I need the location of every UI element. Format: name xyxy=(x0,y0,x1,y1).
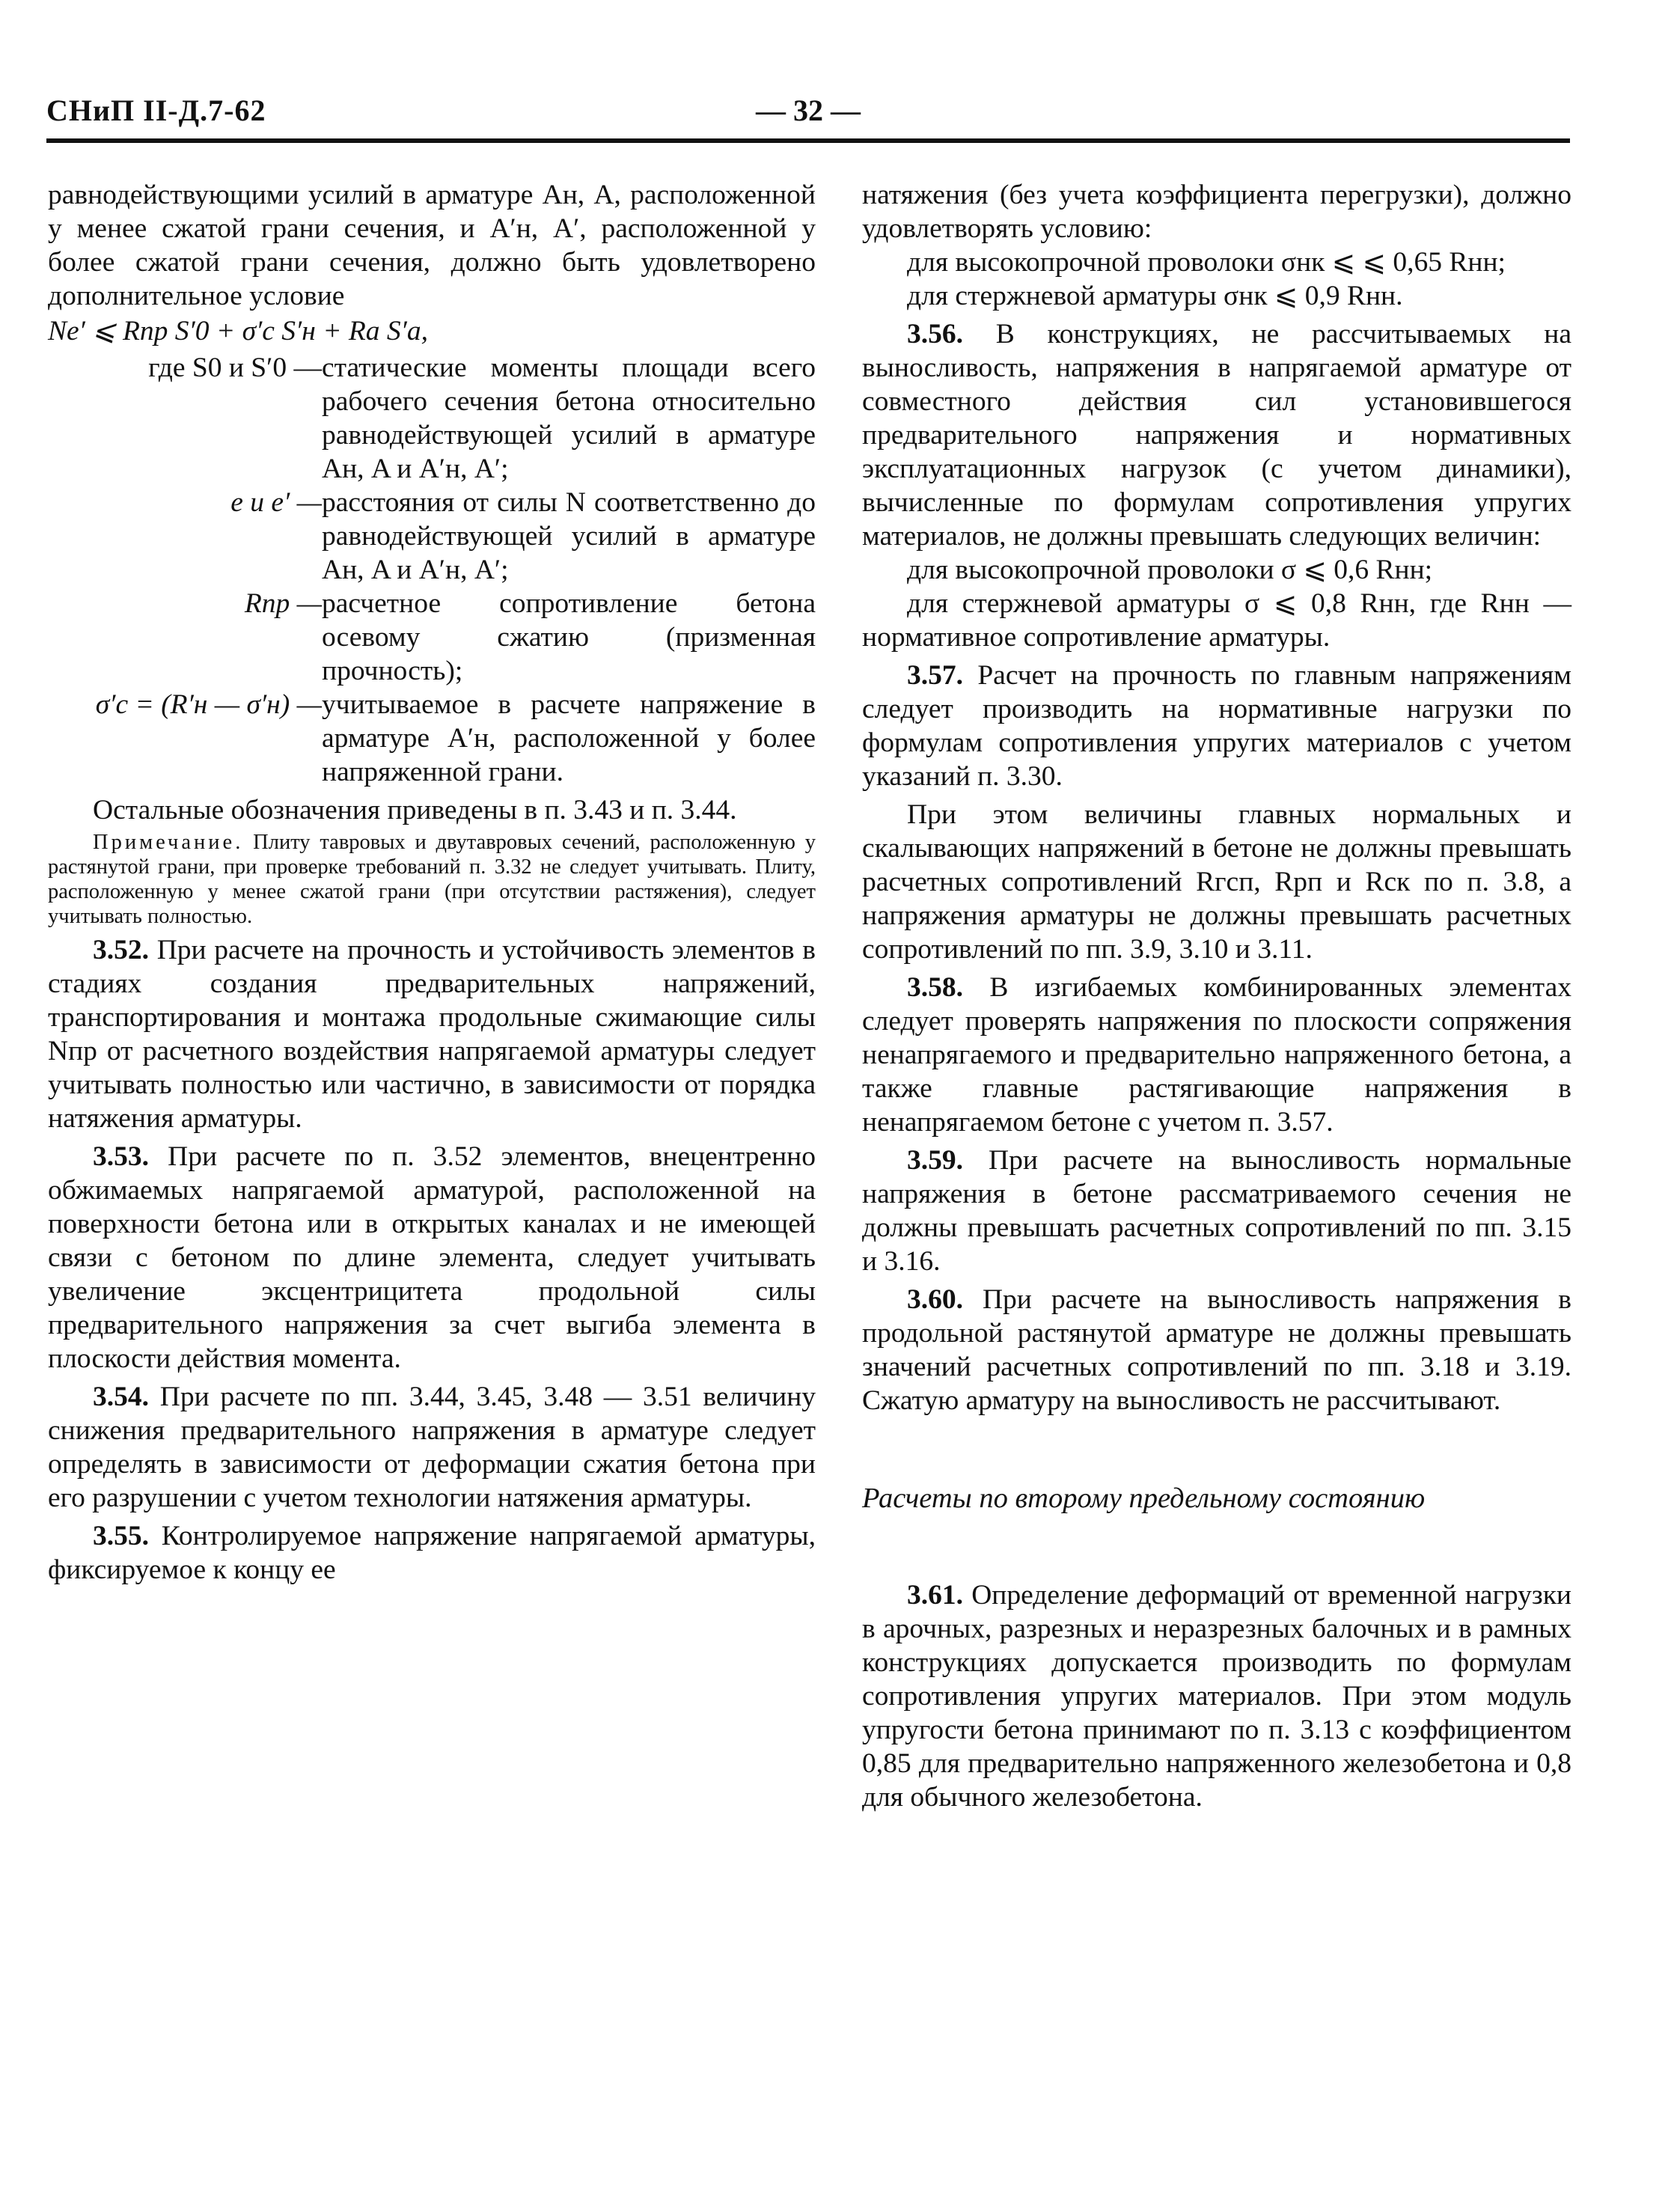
definition-row xyxy=(48,688,816,789)
rest-notation-paragraph: Остальные обозначения приведены в п. 3.43 и п. 3.44. xyxy=(93,795,737,825)
section-number: 3.60. xyxy=(907,1284,963,1315)
definition-desc: расстояния от силы N соответственно до равнодействующей усилий в арматуре Aн, A и A′н, A′; xyxy=(322,487,816,585)
definition-desc: статические моменты площади всего рабочего сечения бетона относительно равнодействующей усилий в арматуре Aн, A и A′н, A′; xyxy=(322,352,816,484)
condition-wire: для высокопрочной проволоки σнк ⩽ ⩽ 0,65 Rнн; xyxy=(907,247,1506,278)
document-code: СНиП II-Д.7-62 xyxy=(46,94,266,127)
section-3-60 xyxy=(862,1283,1571,1417)
section-text: В изгибаемых комбинированных элементах следует проверять напряжения по плоскости сопряжения ненапрягаемого и предварительно напряженного бетона, а также главные растягивающие напряжения в ненапрягаемом бетоне с учетом п. 3.57. xyxy=(862,972,1572,1138)
definitions-list xyxy=(48,351,816,789)
section-3-52 xyxy=(48,933,816,1135)
page-number: — 32 — xyxy=(756,94,861,127)
section-number: 3.59. xyxy=(907,1145,963,1176)
section-3-55 xyxy=(48,1519,816,1587)
definition-desc: учитываемое в расчете напряжение в арматуре A′н, расположенной у более напряженной грани. xyxy=(322,689,816,787)
section-text: Определение деформаций от временной нагрузки в арочных, разрезных и неразрезных балочных и в рамных конструкциях допускается производить по формулам сопротивления упругих материалов. При этом модуль упругости бетона принимают по п. 3.13 с коэффициентом 0,85 для предварительно напряженного железобетона и 0,8 для обычного железобетона. xyxy=(862,1580,1572,1813)
section-number: 3.55. xyxy=(93,1521,149,1551)
section-number: 3.57. xyxy=(907,660,963,691)
intro-paragraph: равнодействующими усилий в арматуре Aн, A, расположенной у менее сжатой грани сечения, и A′н, A′, расположенной у более сжатой грани сечения, должно быть удовлетворено дополнительное условие xyxy=(48,180,816,311)
section-number: 3.61. xyxy=(907,1580,963,1611)
limit-bar: для стержневой арматуры σ ⩽ 0,8 Rнн, где Rнн — нормативное сопротивление арматуры. xyxy=(862,588,1571,653)
section-number: 3.52. xyxy=(93,935,149,965)
definition-term: Rпр — xyxy=(244,588,322,619)
right-column xyxy=(862,178,1571,1814)
section-text: Расчет на прочность по главным напряжениям следует производить на нормативные нагрузки по формулам сопротивления упругих материалов с учетом указаний п. 3.30. xyxy=(862,660,1572,792)
section-text: При расчете на выносливость нормальные напряжения в бетоне рассматриваемого сечения не должны превышать расчетных сопротивлений по пп. 3.15 и 3.16. xyxy=(862,1145,1571,1277)
limit-wire: для высокопрочной проволоки σ ⩽ 0,6 Rнн; xyxy=(907,555,1433,585)
definition-row xyxy=(48,587,816,688)
section-text: При расчете на прочность и устойчивость элементов в стадиях создания предварительных напряжений, транспортирования и монтажа продольные сжимающие силы Nпр от расчетного воздействия напрягаемой арматуры следует учитывать полностью или частично, в зависимости от порядка натяжения арматуры. xyxy=(48,935,816,1134)
section-3-57 xyxy=(862,659,1571,793)
section-number: 3.56. xyxy=(907,319,963,349)
definition-term: e и e′ — xyxy=(230,487,322,518)
definition-row xyxy=(48,486,816,587)
header-rule xyxy=(46,138,1570,143)
section-3-61 xyxy=(862,1578,1571,1814)
section-3-56 xyxy=(862,317,1571,553)
section-text: В конструкциях, не рассчитываемых на выносливость, напряжения в напрягаемой арматуре от совместного действия сил установившегося предварительного напряжения и нормативных эксплуатационных нагрузок (с учетом динамики), вычисленные по формулам сопротивления упругих материалов, не должны превышать следующих величин: xyxy=(862,319,1571,552)
definition-term: где S0 и S′0 — xyxy=(148,352,322,383)
page-header xyxy=(46,88,1570,133)
definition-term: σ′с = (R′н — σ′н) — xyxy=(95,689,322,720)
condition-bar: для стержневой арматуры σнк ⩽ 0,9 Rнн. xyxy=(907,281,1403,311)
section-3-53 xyxy=(48,1140,816,1376)
section-text: При расчете на выносливость напряжения в продольной растянутой арматуре не должны превышать значений расчетных сопротивлений по пп. 3.18 и 3.19. Сжатую арматуру на выносливость не рассчитывают. xyxy=(862,1284,1571,1416)
definition-desc: расчетное сопротивление бетона осевому сжатию (призменная прочность); xyxy=(322,588,816,686)
note-text: Плиту тавровых и двутавровых сечений, расположенную у растянутой грани, при проверке требований п. 3.32 не следует учитывать. Плиту, расположенную у менее сжатой грани (при отсутствии растяжения), следует учитывать полностью. xyxy=(48,831,816,928)
section-heading: Расчеты по второму предельному состоянию xyxy=(862,1483,1426,1514)
section-number: 3.58. xyxy=(907,972,963,1003)
continuation-paragraph: натяжения (без учета коэффициента перегрузки), должно удовлетворять условию: xyxy=(862,180,1571,244)
left-column xyxy=(48,178,816,1587)
section-3-54 xyxy=(48,1380,816,1515)
formula-ne: Ne′ ⩽ Rпр S′0 + σ′с S′н + Rа S′а, xyxy=(48,316,429,347)
section-3-59 xyxy=(862,1144,1571,1278)
section-text: При расчете по пп. 3.44, 3.45, 3.48 — 3.51 величину снижения предварительного напряжения в арматуре следует определять в зависимости от деформации сжатия бетона при его разрушении с учетом технологии натяжения арматуры. xyxy=(48,1382,816,1513)
note-paragraph xyxy=(48,830,816,929)
section-text: При расчете по п. 3.52 элементов, внецентренно обжимаемых напрягаемой арматурой, расположенной на поверхности бетона или в открытых каналах и не имеющей связи с бетоном по длине элемента, следует учитывать увеличение эксцентрицитета продольной силы предварительного напряжения за счет выгиба элемента в плоскости действия момента. xyxy=(48,1141,816,1374)
section-3-57-continued: При этом величины главных нормальных и скалывающих напряжений в бетоне не должны превышать расчетных сопротивлений Rгсп, Rрп и Rск по п. 3.8, а напряжения арматуры не должны превышать расчетных сопротивлений по пп. 3.9, 3.10 и 3.11. xyxy=(862,799,1571,965)
note-label: Примечание. xyxy=(93,831,244,854)
section-text: Контролируемое напряжение напрягаемой арматуры, фиксируемое к концу ее xyxy=(48,1521,816,1585)
section-number: 3.53. xyxy=(93,1141,149,1172)
section-3-58 xyxy=(862,971,1571,1139)
section-number: 3.54. xyxy=(93,1382,149,1412)
definition-row xyxy=(48,351,816,486)
